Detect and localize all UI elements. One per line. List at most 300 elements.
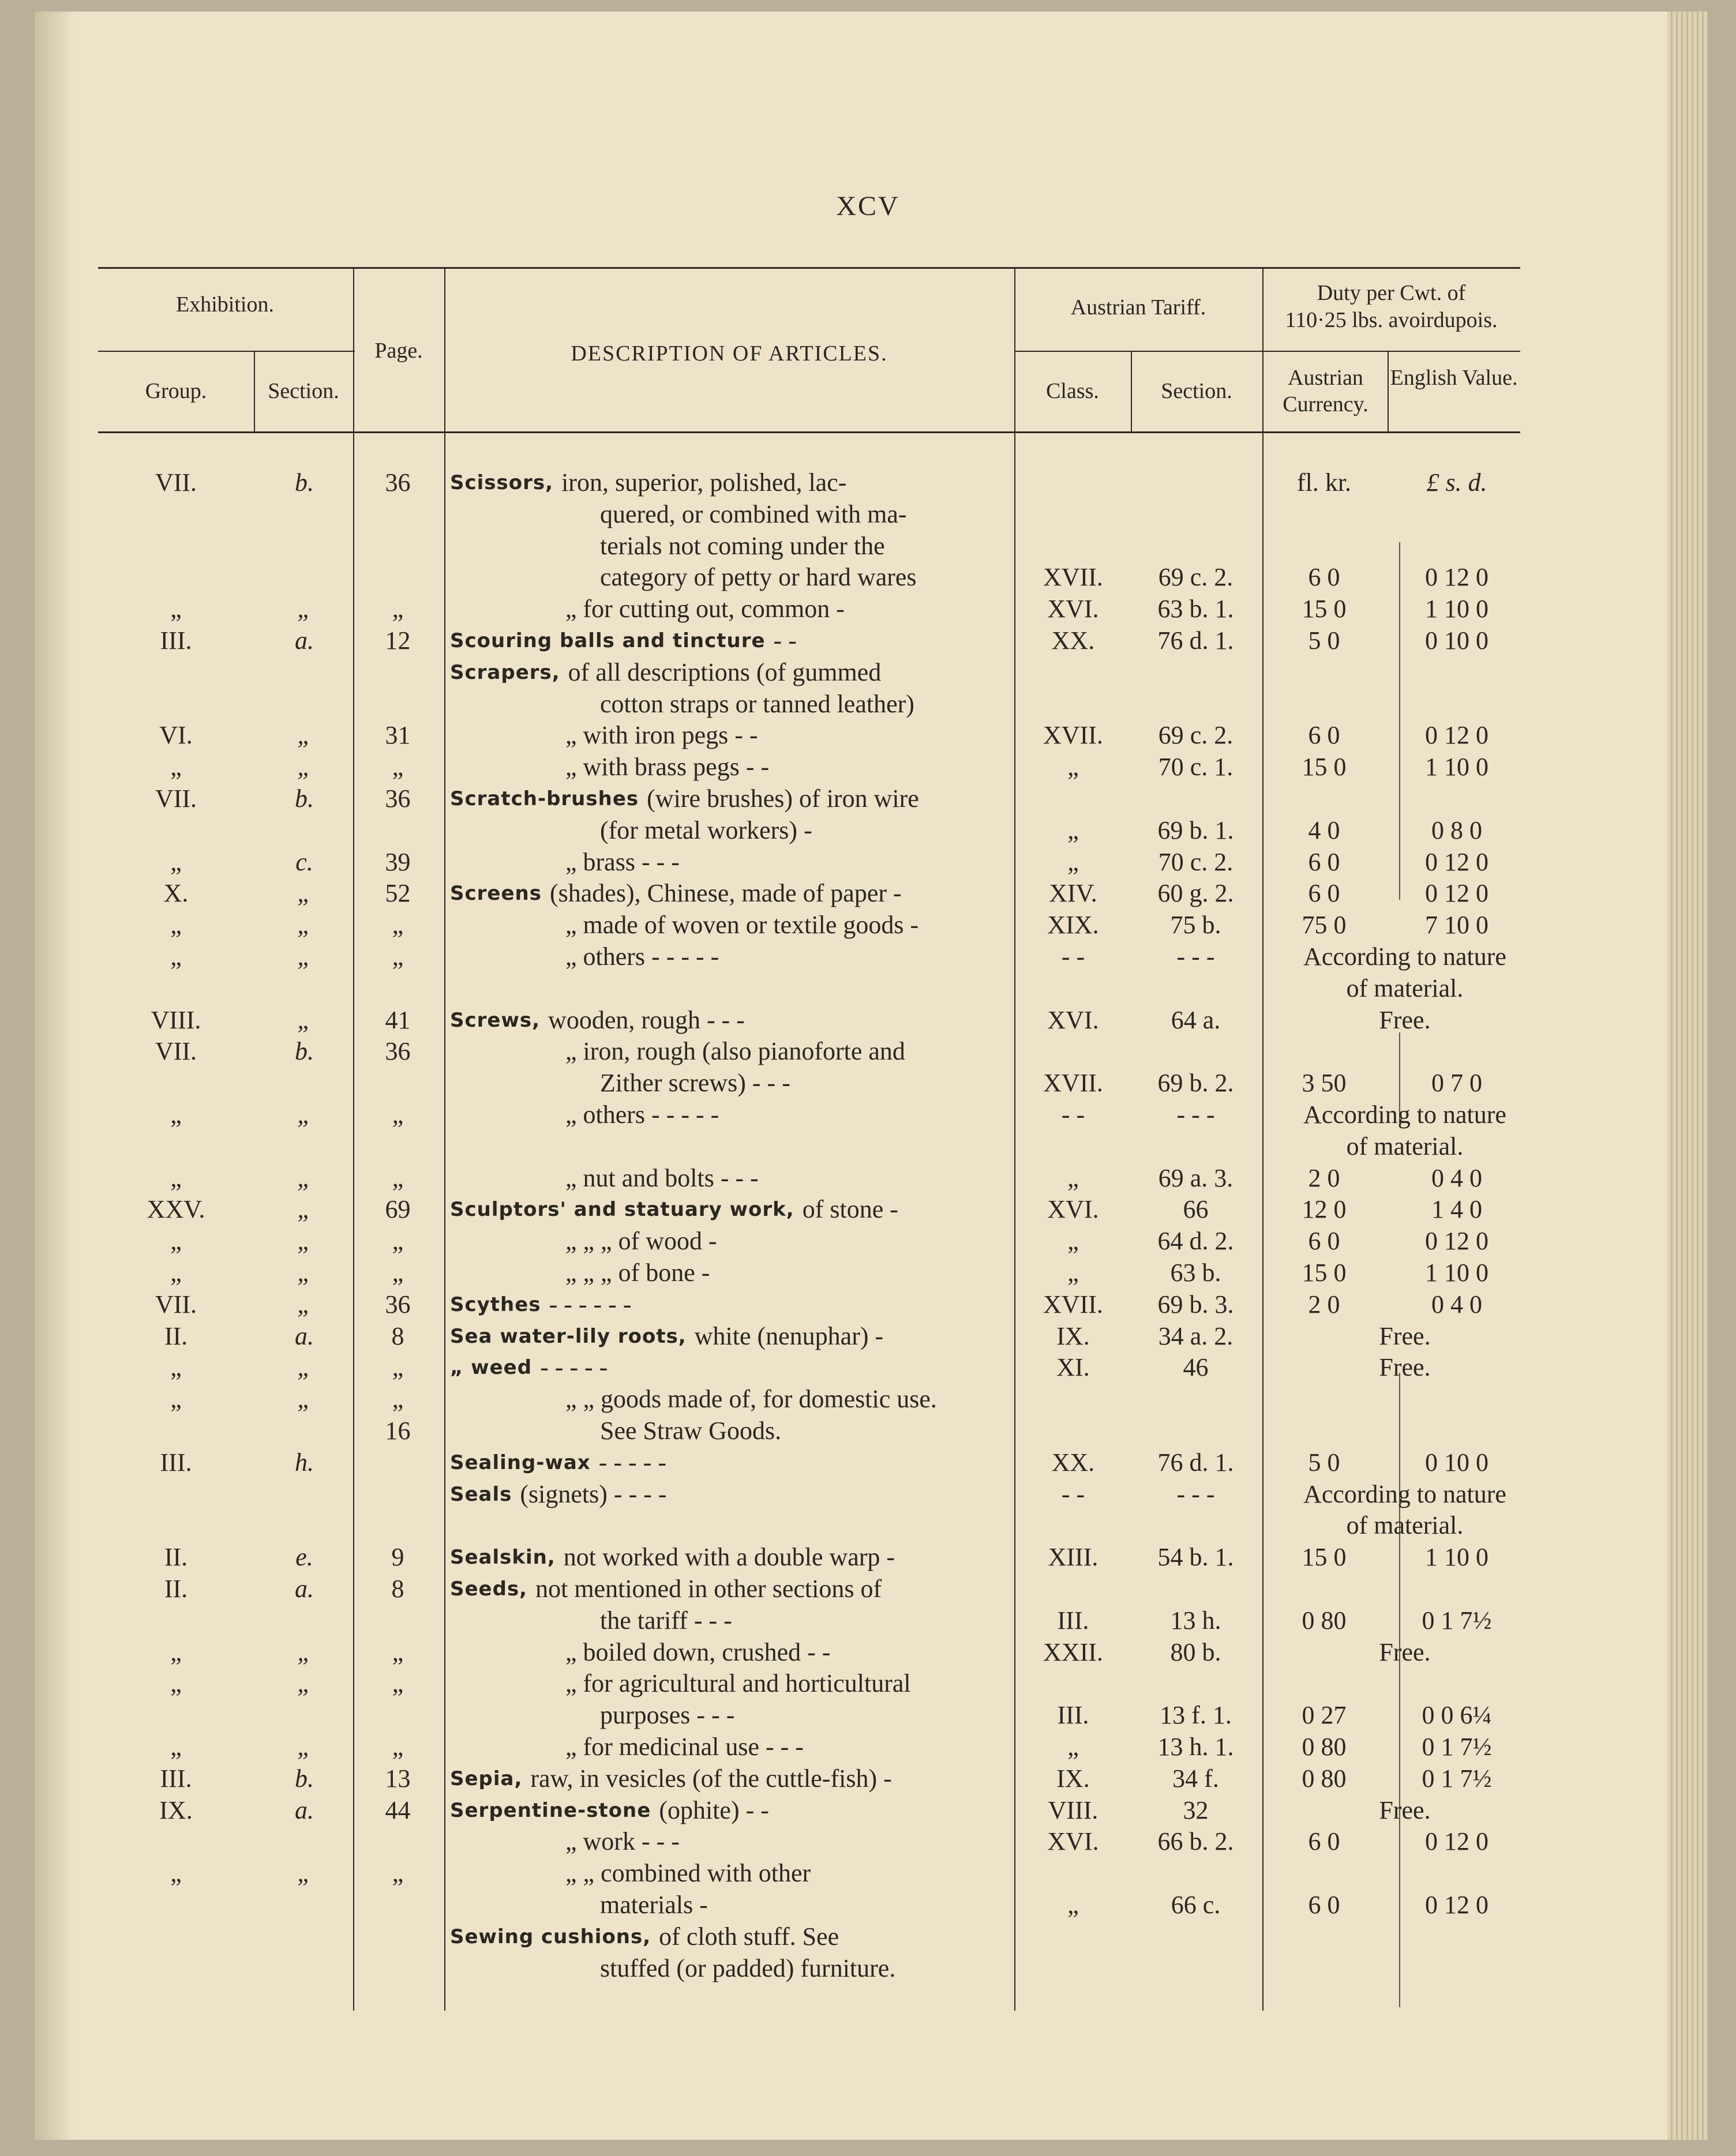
cell-description [450,783,1013,814]
cell-group: VI. [159,721,193,749]
cell-tariff-section: 70 c. 1. [1158,753,1233,781]
cell-tariff-section: 46 [1183,1353,1209,1381]
header-mid-rule-left [98,351,355,352]
cell-class: „ [1067,1891,1079,1919]
cell-austrian-currency: 6 0 [1308,1891,1340,1919]
cell-description [450,625,1013,656]
article-text: „ iron, rough (also pianoforte and [565,1037,905,1065]
cell-group: IX. [159,1796,193,1824]
cell-section: a. [295,626,314,655]
cell-description [450,1005,1013,1036]
cell-tariff-section: 64 d. 2. [1157,1227,1234,1255]
article-heading: Seals [450,1483,512,1506]
cell-class: „ [1067,753,1079,781]
cell-section: b. [295,1037,314,1065]
cell-austrian-currency: 6 0 [1308,1827,1340,1855]
cell-austrian-currency: 15 0 [1302,1259,1347,1287]
header-austrian-tariff: Austrian Tariff. [1070,295,1206,320]
cell-class: XX. [1051,1448,1095,1477]
cell-section: e. [295,1543,313,1571]
cell-tariff-section: 13 h. [1170,1606,1221,1635]
cell-austrian-currency: 15 0 [1302,753,1347,781]
article-text: white (nenuphar) - [694,1322,884,1350]
unit-currency: fl. kr. [1296,468,1352,497]
cell-group: VIII. [151,1006,201,1034]
cell-page: 69 [385,1195,411,1223]
cell-section: „ [297,721,312,749]
cell-description [450,720,1013,751]
cell-group: „ [170,1385,182,1413]
header-austrian-currency: Austrian Currency. [1283,366,1368,416]
cell-class: „ [1067,1259,1079,1287]
cell-english-value: 0 4 0 [1431,1164,1482,1192]
cell-english-value: 1 10 0 [1425,595,1488,623]
cell-section: b. [295,1764,314,1793]
cell-austrian-currency: 5 0 [1308,626,1340,655]
cell-section: „ [297,753,312,781]
cell-description [450,1257,1013,1289]
cell-description [450,1447,1013,1478]
article-text: „ made of woven or textile goods - [565,911,919,939]
col-rule-page-desc [444,269,445,2011]
cell-page: 44 [385,1796,411,1824]
cell-class: XVII. [1043,563,1103,591]
cell-group: „ [170,1227,182,1255]
cell-description [450,1384,1013,1415]
cell-section: „ [297,1859,312,1887]
cell-group: „ [170,1733,182,1761]
article-heading: Sea water-lily roots, [450,1325,687,1348]
cell-tariff-section: 66 [1183,1195,1209,1223]
cell-class: XXII. [1043,1638,1103,1666]
cell-group: „ [170,1353,182,1381]
cell-austrian-currency: 0 80 [1302,1606,1347,1635]
cell-group: II. [164,1322,188,1350]
cell-austrian-currency: 0 80 [1302,1764,1347,1793]
cell-tariff-section: 69 b. 1. [1157,816,1234,844]
page-edge [1667,12,1708,2140]
cell-section: a. [295,1322,314,1350]
cell-description [450,941,1013,972]
cell-english-value: 0 12 0 [1425,1827,1488,1855]
cell-english-value: 0 12 0 [1425,848,1488,876]
article-text: „ with iron pegs - - [565,721,758,749]
cell-group: VII. [155,784,197,813]
cell-description [450,752,1013,783]
cell-class: XVI. [1047,595,1099,623]
article-text: wooden, rough - - - [548,1006,745,1034]
cell-class: - - [1061,942,1085,971]
cell-description [450,1479,1013,1510]
cell-group: „ [170,1164,182,1192]
cell-description [450,499,1013,530]
header-group: Group. [145,379,207,403]
cell-class: „ [1067,1227,1079,1255]
cell-description [450,1352,1013,1383]
article-text: (signets) - - - - [520,1480,667,1508]
cell-section: „ [297,1195,312,1223]
header-mid-rule-right [1015,351,1520,352]
cell-page: „ [392,1227,404,1255]
cell-section: „ [297,595,312,623]
cell-english-value: 0 12 0 [1425,563,1488,591]
cell-austrian-currency: 0 80 [1302,1733,1347,1761]
cell-page: „ [392,1385,404,1413]
cell-class: VIII. [1048,1796,1098,1824]
cell-tariff-section: 54 b. 1. [1157,1543,1234,1571]
cell-page: 9 [391,1543,404,1571]
cell-tariff-section: 80 b. [1170,1638,1221,1666]
article-heading: Sepia, [450,1767,523,1790]
cell-description [450,1036,1013,1067]
cell-description [450,1763,1013,1794]
article-heading: Scouring balls and tincture [450,629,766,652]
header-tariff-section: Section. [1161,379,1232,403]
cell-english-value: 0 1 7½ [1422,1764,1492,1793]
cell-description [450,1289,1013,1320]
article-heading: Sewing cushions, [450,1925,651,1948]
cell-group: XXV. [147,1195,205,1223]
cell-austrian-currency: 6 0 [1308,721,1340,749]
cell-tariff-section: 64 a. [1171,1006,1221,1034]
cell-section: „ [297,1259,312,1287]
article-text: „ for medicinal use - - - [565,1733,804,1761]
cell-english-value: 0 10 0 [1425,1448,1488,1477]
cell-section: „ [297,1006,312,1034]
unit-english: £ s. d. [1426,468,1487,497]
cell-group: III. [160,1764,192,1793]
cell-page: „ [392,1259,404,1287]
cell-tariff-section: 34 a. 2. [1158,1322,1233,1350]
cell-page: „ [392,1353,404,1381]
cell-tariff-section: 76 d. 1. [1157,626,1234,655]
cell-section: „ [297,1669,312,1697]
article-text: „ others - - - - - [565,1100,719,1129]
cell-page: „ [392,1100,404,1129]
cell-page: „ [392,1638,404,1666]
cell-description [450,531,1013,562]
cell-description [450,1795,1013,1826]
cell-austrian-currency: 6 0 [1308,1227,1340,1255]
article-text: - - - - - [598,1448,667,1477]
cell-section: „ [297,1164,312,1192]
cell-duty-note: According to nature [1303,1480,1506,1508]
cell-section: „ [297,1227,312,1255]
cell-description [450,1573,1013,1605]
cell-english-value: 0 1 7½ [1422,1733,1492,1761]
cell-class: XIII. [1048,1543,1098,1571]
cell-austrian-currency: 15 0 [1302,595,1347,623]
cell-page: 36 [385,1037,411,1065]
cell-section: b. [295,468,314,497]
article-text: quered, or combined with ma- [600,500,907,528]
cell-page: „ [392,942,404,971]
article-heading: Scythes [450,1293,541,1316]
cell-group: „ [170,1859,182,1887]
cell-duty-note: Free. [1379,1353,1431,1381]
cell-page: 41 [385,1006,411,1034]
cell-english-value: 0 12 0 [1425,879,1488,907]
cell-description [450,847,1013,878]
header-description: DESCRIPTION OF ARTICLES. [571,341,888,366]
cell-austrian-currency: 6 0 [1308,848,1340,876]
cell-description [450,1226,1013,1257]
cell-description [450,1858,1013,1889]
cell-english-value: 0 12 0 [1425,1891,1488,1919]
article-heading: Scissors, [450,471,554,494]
article-text: „ work - - - [565,1827,680,1855]
cell-group: VII. [155,1290,197,1319]
cell-page: 13 [385,1764,411,1793]
cell-description [450,1194,1013,1225]
cell-section: „ [297,1353,312,1381]
cell-description [450,1415,1013,1447]
cell-section: „ [297,1100,312,1129]
article-text: iron, superior, polished, lac- [561,468,847,497]
cell-class: IX. [1056,1322,1090,1350]
cell-description [450,657,1013,688]
article-text: - - - - - - [549,1290,632,1319]
article-text: the tariff - - - [600,1606,732,1635]
cell-description [450,1099,1013,1130]
cell-duty-note: Free. [1379,1638,1431,1666]
cell-english-value: 0 8 0 [1431,816,1482,844]
cell-tariff-section: 75 b. [1170,911,1221,939]
cell-english-value: 0 7 0 [1431,1069,1482,1097]
cell-tariff-section: 69 c. 2. [1158,563,1233,591]
cell-tariff-section: 69 a. 3. [1158,1164,1233,1192]
article-heading: Sealing-wax [450,1451,591,1474]
page-number: XCV [836,191,900,221]
cell-group: „ [170,1638,182,1666]
cell-austrian-currency: 6 0 [1308,563,1340,591]
cell-page: 39 [385,848,411,876]
cell-class: XVII. [1043,1069,1103,1097]
cell-group: VII. [155,1037,197,1065]
cell-tariff-section: 13 h. 1. [1157,1733,1234,1761]
article-text: materials - [600,1891,708,1919]
article-text: raw, in vesicles (of the cuttle-fish) - [530,1764,892,1793]
cell-page: 36 [385,1290,411,1319]
article-heading: „ weed [450,1356,533,1379]
cell-section: „ [297,1290,312,1319]
cell-page: 36 [385,784,411,813]
article-heading: Scrapers, [450,661,560,684]
cell-page: 36 [385,468,411,497]
cell-english-value: 0 4 0 [1431,1290,1482,1319]
cell-class: XIV. [1049,879,1097,907]
cell-tariff-section: - - - [1176,1100,1215,1129]
cell-tariff-section: - - - [1176,1480,1215,1508]
cell-class: III. [1057,1701,1089,1729]
article-heading: Serpentine-stone [450,1799,651,1822]
cell-english-value: 0 1 7½ [1422,1606,1492,1635]
cell-class: XVI. [1047,1827,1099,1855]
cell-tariff-section: 69 b. 2. [1157,1069,1234,1097]
cell-group: „ [170,595,182,623]
article-text: „ nut and bolts - - - [565,1164,759,1192]
header-duty-weight: 110·25 lbs. avoirdupois. [1285,308,1498,332]
article-heading: Seeds, [450,1577,528,1601]
cell-group: VII. [155,468,197,497]
article-text: (shades), Chinese, made of paper - [549,879,902,907]
cell-duty-note: According to nature [1303,942,1506,971]
cell-english-value: 1 4 0 [1431,1195,1482,1223]
cell-description [450,1637,1013,1668]
article-text: (ophite) - - [659,1796,769,1824]
article-text: „ „ goods made of, for domestic use. [565,1385,937,1413]
cell-class: „ [1067,1733,1079,1761]
cell-english-value: 0 0 6¼ [1422,1701,1492,1729]
cell-page: „ [392,1669,404,1697]
cell-section: „ [297,879,312,907]
cell-austrian-currency: 0 27 [1302,1701,1347,1729]
article-text: - - [773,626,797,655]
header-duty: Duty per Cwt. of [1317,281,1466,305]
cell-duty-note: Free. [1379,1006,1431,1034]
cell-group: X. [163,879,189,907]
cell-group: „ [170,942,182,971]
article-text: not worked with a double warp - [563,1543,895,1571]
cell-tariff-section: 13 f. 1. [1160,1701,1232,1729]
cell-duty-note: According to nature [1303,1100,1506,1129]
cell-austrian-currency: 6 0 [1308,879,1340,907]
cell-section: „ [297,911,312,939]
article-text: „ boiled down, crushed - - [565,1638,831,1666]
cell-tariff-section: 69 c. 2. [1158,721,1233,749]
cell-description [450,1700,1013,1731]
cell-page: 8 [391,1575,404,1603]
cell-description [450,1826,1013,1857]
cell-class: „ [1067,816,1079,844]
cell-group: II. [164,1543,188,1571]
cell-description [450,562,1013,593]
cell-class: „ [1067,1164,1079,1192]
cell-section: h. [295,1448,314,1477]
article-text: purposes - - - [600,1701,735,1729]
article-text: „ „ „ of bone - [565,1259,710,1287]
cell-class: III. [1057,1606,1089,1635]
cell-page: „ [392,911,404,939]
article-text: stuffed (or padded) furniture. [600,1954,896,1982]
cell-tariff-section: 60 g. 2. [1157,879,1234,907]
cell-tariff-section: 70 c. 2. [1158,848,1233,876]
cell-group: II. [164,1575,188,1603]
header-section: Section. [268,379,339,403]
cell-tariff-section: 69 b. 3. [1157,1290,1234,1319]
article-text: (for metal workers) - [600,816,812,844]
cell-page: 52 [385,879,411,907]
cell-page: 8 [391,1322,404,1350]
article-text: „ „ „ of wood - [565,1227,717,1255]
article-text: „ for agricultural and horticultural [565,1669,911,1697]
cell-description [450,1321,1013,1352]
cell-description [450,878,1013,909]
cell-description [450,1605,1013,1636]
cell-english-value: 0 12 0 [1425,721,1488,749]
cell-tariff-section: 32 [1183,1796,1209,1824]
cell-section: a. [295,1575,314,1603]
col-rule-currency-english [1388,351,1389,431]
article-text: category of petty or hard wares [600,563,917,591]
cell-description [450,1163,1013,1194]
article-text: - - - - - [540,1353,608,1381]
cell-description [450,910,1013,941]
cell-description [450,1953,1013,1984]
cell-description [450,1542,1013,1573]
article-heading: Sealskin, [450,1546,556,1569]
header-page: Page. [374,339,423,363]
article-heading: Screws, [450,1009,541,1032]
cell-duty-note: Free. [1379,1322,1431,1350]
cell-class: XVI. [1047,1006,1099,1034]
cell-group: III. [160,626,192,655]
cell-duty-note: of material. [1346,974,1464,1002]
cell-tariff-section: 63 b. [1170,1259,1221,1287]
cell-page: 31 [385,721,411,749]
article-text: cotton straps or tanned leather) [600,690,914,718]
cell-english-value: 1 10 0 [1425,753,1488,781]
cell-description [450,467,1013,498]
cell-section: „ [297,942,312,971]
cell-austrian-currency: 2 0 [1308,1164,1340,1192]
cell-description [450,1668,1013,1699]
cell-english-value: 1 10 0 [1425,1259,1488,1287]
cell-class: - - [1061,1100,1085,1129]
cell-description [450,1921,1013,1952]
cell-class: XX. [1051,626,1095,655]
cell-section: „ [297,1638,312,1666]
cell-duty-note: of material. [1346,1132,1464,1160]
cell-duty-note: of material. [1346,1511,1464,1539]
article-text: „ „ combined with other [565,1859,811,1887]
cell-austrian-currency: 3 50 [1302,1069,1347,1097]
cell-duty-note: Free. [1379,1796,1431,1824]
article-text: (wire brushes) of iron wire [647,784,919,813]
cell-class: XI. [1056,1353,1090,1381]
article-heading: Scratch-brushes [450,787,639,810]
cell-group: „ [170,848,182,876]
article-text: of all descriptions (of gummed [568,658,882,686]
cell-section: „ [297,1733,312,1761]
article-text: „ with brass pegs - - [565,753,770,781]
cell-section: a. [295,1796,314,1824]
cell-austrian-currency: 5 0 [1308,1448,1340,1477]
cell-section: b. [295,784,314,813]
header-english-value: English Value. [1390,366,1518,390]
cell-page: „ [392,1733,404,1761]
cell-group: III. [160,1448,192,1477]
cell-austrian-currency: 4 0 [1308,816,1340,844]
cell-group: „ [170,1669,182,1697]
cell-austrian-currency: 75 0 [1302,911,1347,939]
cell-english-value: 7 10 0 [1425,911,1488,939]
cell-description [450,689,1013,720]
article-text: See Straw Goods. [600,1417,782,1445]
cell-description [450,1731,1013,1763]
header-bottom-rule [98,431,1520,433]
cell-page: 16 [385,1417,411,1445]
cell-tariff-section: 34 f. [1172,1764,1219,1793]
cell-tariff-section: 76 d. 1. [1157,1448,1234,1477]
cell-tariff-section: 66 b. 2. [1157,1827,1234,1855]
cell-group: „ [170,1100,182,1129]
article-heading: Sculptors' and statuary work, [450,1198,794,1221]
article-text: not mentioned in other sections of [535,1575,882,1603]
article-text: of stone - [802,1195,898,1223]
cell-section: c. [295,848,313,876]
cell-class: „ [1067,848,1079,876]
